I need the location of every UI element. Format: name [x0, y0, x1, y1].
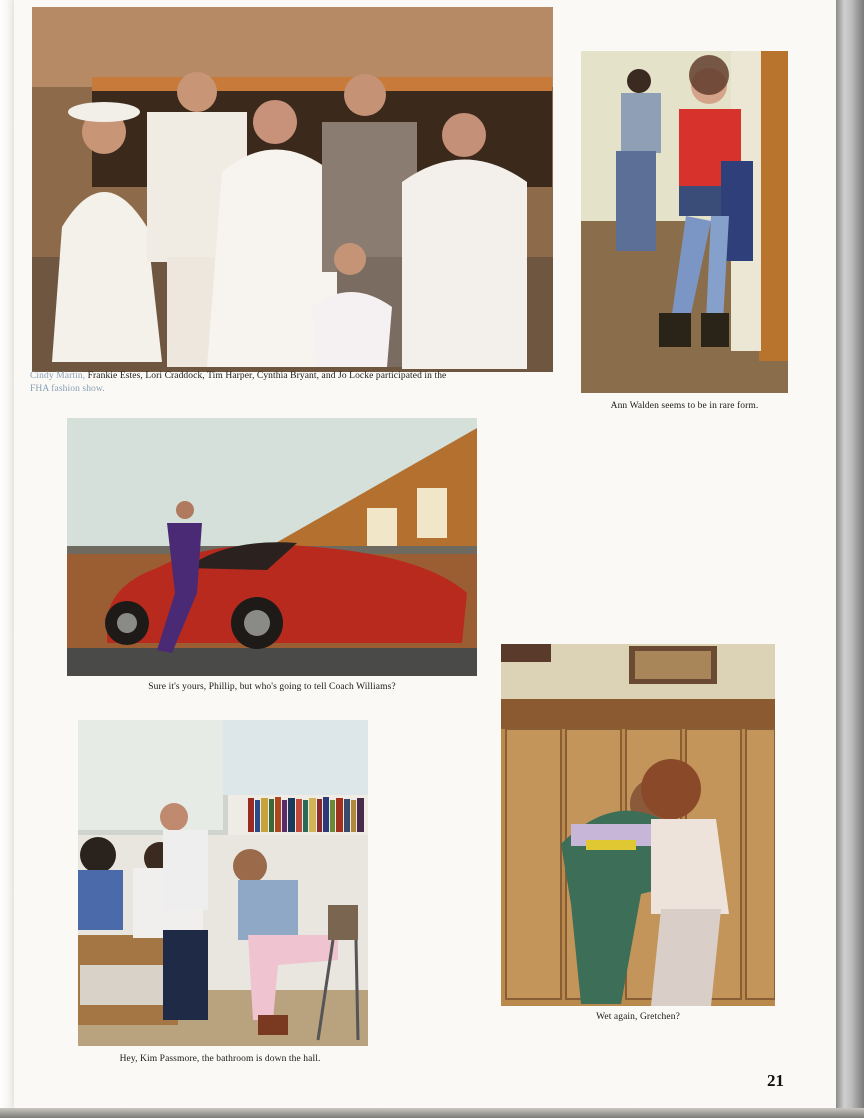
page-bottom-edge: [0, 1108, 864, 1118]
caption-faded-name: Martin,: [56, 371, 86, 381]
page-left-edge: [0, 0, 14, 1118]
caption-faded-name: FHA: [30, 384, 49, 394]
page-number: 21: [767, 1071, 784, 1090]
classroom-caption: Hey, Kim Passmore, the bathroom is down the hall.: [119, 1054, 321, 1064]
lockers-caption: Wet again, Gretchen?: [596, 1012, 680, 1022]
caption-faded-name: Cindy: [30, 371, 54, 381]
photo-ann-walden: [581, 51, 788, 393]
photo-fashion-show: [32, 7, 553, 372]
book-spine: [836, 0, 864, 1118]
ann-walden-caption: Ann Walden seems to be in rare form.: [610, 401, 759, 411]
fashion-show-caption: [30, 370, 560, 396]
photo-lockers: [501, 644, 775, 1006]
corvette-caption: Sure it's yours, Phillip, but who's going to tell Coach Williams?: [148, 682, 396, 692]
caption-text: Frankie Estes, Lori Craddock, Tim Harper, Cynthia Bryant, and Jo Locke participated in the: [87, 371, 447, 381]
caption-text: fashion show.: [51, 384, 105, 394]
photo-classroom: [78, 720, 368, 1046]
photo-corvette: [67, 418, 477, 676]
